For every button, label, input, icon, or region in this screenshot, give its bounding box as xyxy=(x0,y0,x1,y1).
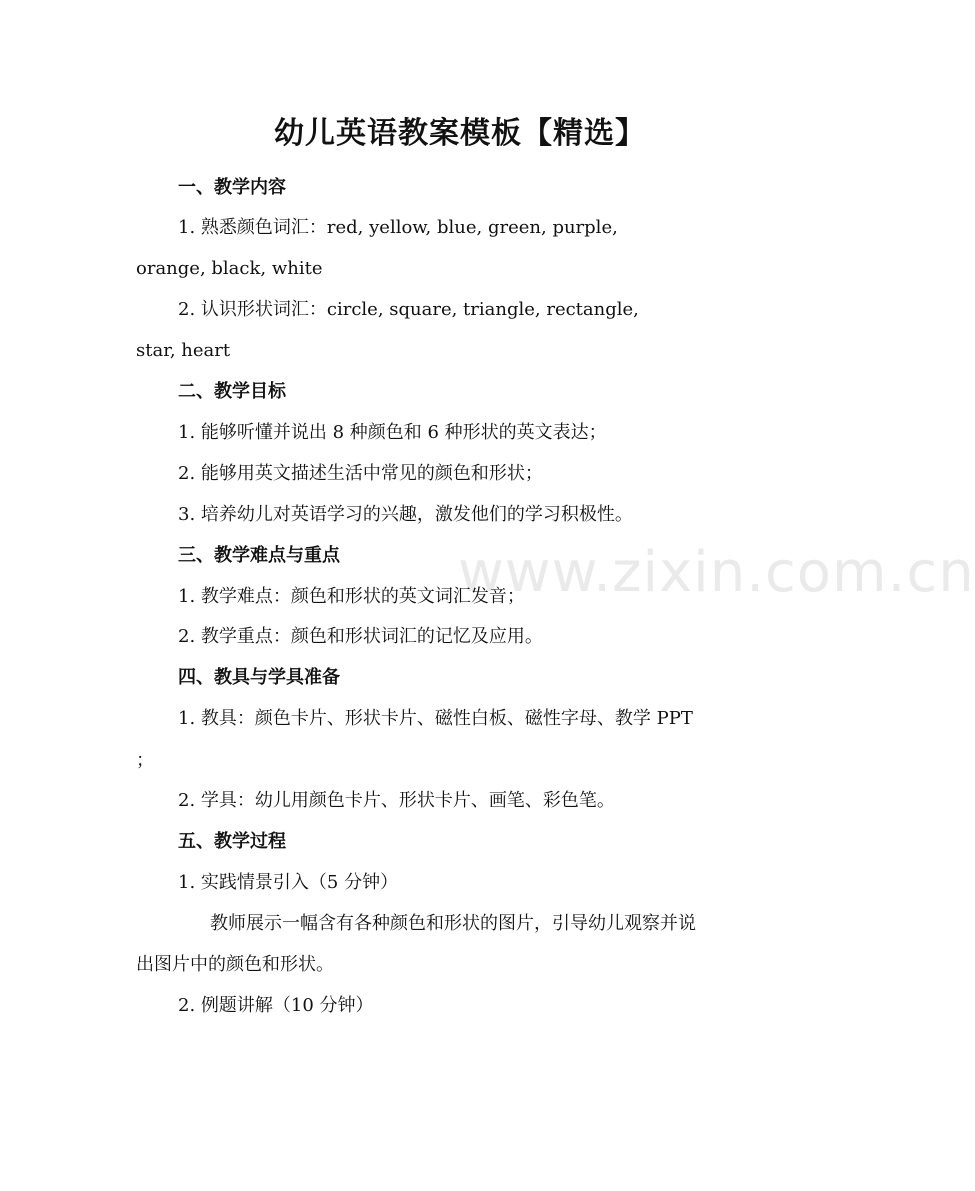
section-heading-materials: 四、教具与学具准备 xyxy=(178,667,340,688)
content-item-2: 2. 认识形状词汇：circle, square, triangle, rectangle, xyxy=(178,299,639,320)
goal-item-1: 1. 能够听懂并说出 8 种颜色和 6 种形状的英文表达； xyxy=(178,422,607,443)
content-item-2-cont: star, heart xyxy=(136,340,231,361)
section-heading-difficulties: 三、教学难点与重点 xyxy=(178,545,340,566)
watermark: www.zixin.com.cn xyxy=(458,540,975,605)
materials-item-1-cont: ； xyxy=(136,750,154,771)
goal-item-3: 3. 培养幼儿对英语学习的兴趣，激发他们的学习积极性。 xyxy=(178,504,633,525)
materials-item-1: 1. 教具：颜色卡片、形状卡片、磁性白板、磁性字母、教学 PPT xyxy=(178,708,693,729)
content-item-1: 1. 熟悉颜色词汇：red, yellow, blue, green, purple, xyxy=(178,217,618,238)
section-heading-goals: 二、教学目标 xyxy=(178,381,286,402)
process-item-1: 1. 实践情景引入（5 分钟） xyxy=(178,872,399,893)
process-paragraph-cont: 出图片中的颜色和形状。 xyxy=(136,954,334,975)
section-heading-content: 一、教学内容 xyxy=(178,177,286,198)
document-title: 幼儿英语教案模板【精选】 xyxy=(274,116,646,151)
materials-item-2: 2. 学具：幼儿用颜色卡片、形状卡片、画笔、彩色笔。 xyxy=(178,790,615,811)
difficulty-item-2: 2. 教学重点：颜色和形状词汇的记忆及应用。 xyxy=(178,626,543,647)
difficulty-item-1: 1. 教学难点：颜色和形状的英文词汇发音； xyxy=(178,586,525,607)
process-item-2: 2. 例题讲解（10 分钟） xyxy=(178,995,374,1016)
section-heading-process: 五、教学过程 xyxy=(178,831,286,852)
process-paragraph: 教师展示一幅含有各种颜色和形状的图片，引导幼儿观察并说 xyxy=(210,913,696,934)
content-item-1-cont: orange, black, white xyxy=(136,258,323,279)
goal-item-2: 2. 能够用英文描述生活中常见的颜色和形状； xyxy=(178,463,543,484)
